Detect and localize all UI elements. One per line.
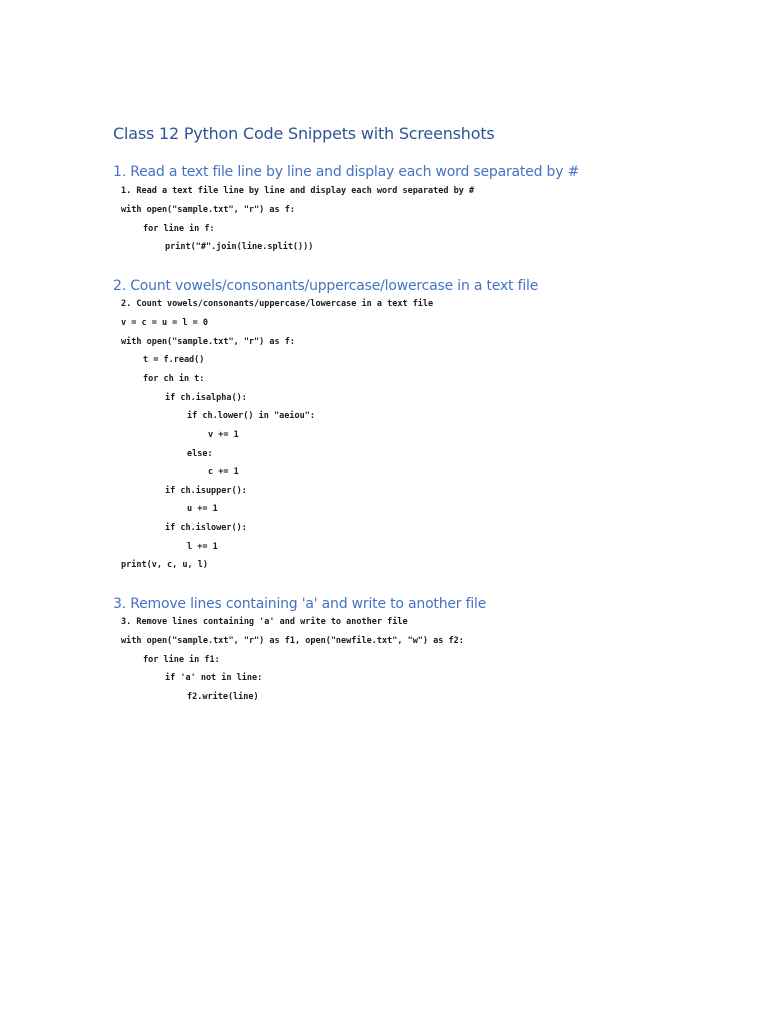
section-heading: 1. Read a text file line by line and display each word separated by # — [113, 164, 580, 180]
code-line: l += 1 — [187, 542, 218, 552]
code-line: t = f.read() — [143, 355, 205, 365]
code-line: if ch.lower() in "aeiou": — [187, 411, 315, 421]
code-line: u += 1 — [187, 504, 218, 514]
code-line: v = c = u = l = 0 — [121, 318, 208, 328]
code-line: c += 1 — [208, 467, 239, 477]
section-heading: 2. Count vowels/consonants/uppercase/lowercase in a text file — [113, 278, 539, 294]
code-line: 1. Read a text file line by line and display each word separated by # — [121, 186, 475, 196]
code-line: if 'a' not in line: — [165, 673, 263, 683]
code-line: if ch.islower(): — [165, 523, 247, 533]
code-line: if ch.isalpha(): — [165, 393, 247, 403]
code-line: f2.write(line) — [187, 692, 259, 702]
code-line: v += 1 — [208, 430, 239, 440]
code-line: else: — [187, 449, 213, 459]
section-heading: 3. Remove lines containing 'a' and write to another file — [113, 596, 487, 612]
document-title: Class 12 Python Code Snippets with Screenshots — [113, 124, 495, 143]
code-line: 3. Remove lines containing 'a' and write to another file — [121, 617, 408, 627]
code-line: for line in f: — [143, 224, 215, 234]
code-line: if ch.isupper(): — [165, 486, 247, 496]
code-line: print(v, c, u, l) — [121, 560, 208, 570]
code-line: with open("sample.txt", "r") as f: — [121, 337, 295, 347]
code-line: for ch in t: — [143, 374, 205, 384]
code-line: with open("sample.txt", "r") as f1, open("newfile.txt", "w") as f2: — [121, 636, 464, 646]
code-line: print("#".join(line.split())) — [165, 242, 314, 252]
code-line: 2. Count vowels/consonants/uppercase/lowercase in a text file — [121, 299, 434, 309]
code-line: for line in f1: — [143, 655, 220, 665]
code-line: with open("sample.txt", "r") as f: — [121, 205, 295, 215]
